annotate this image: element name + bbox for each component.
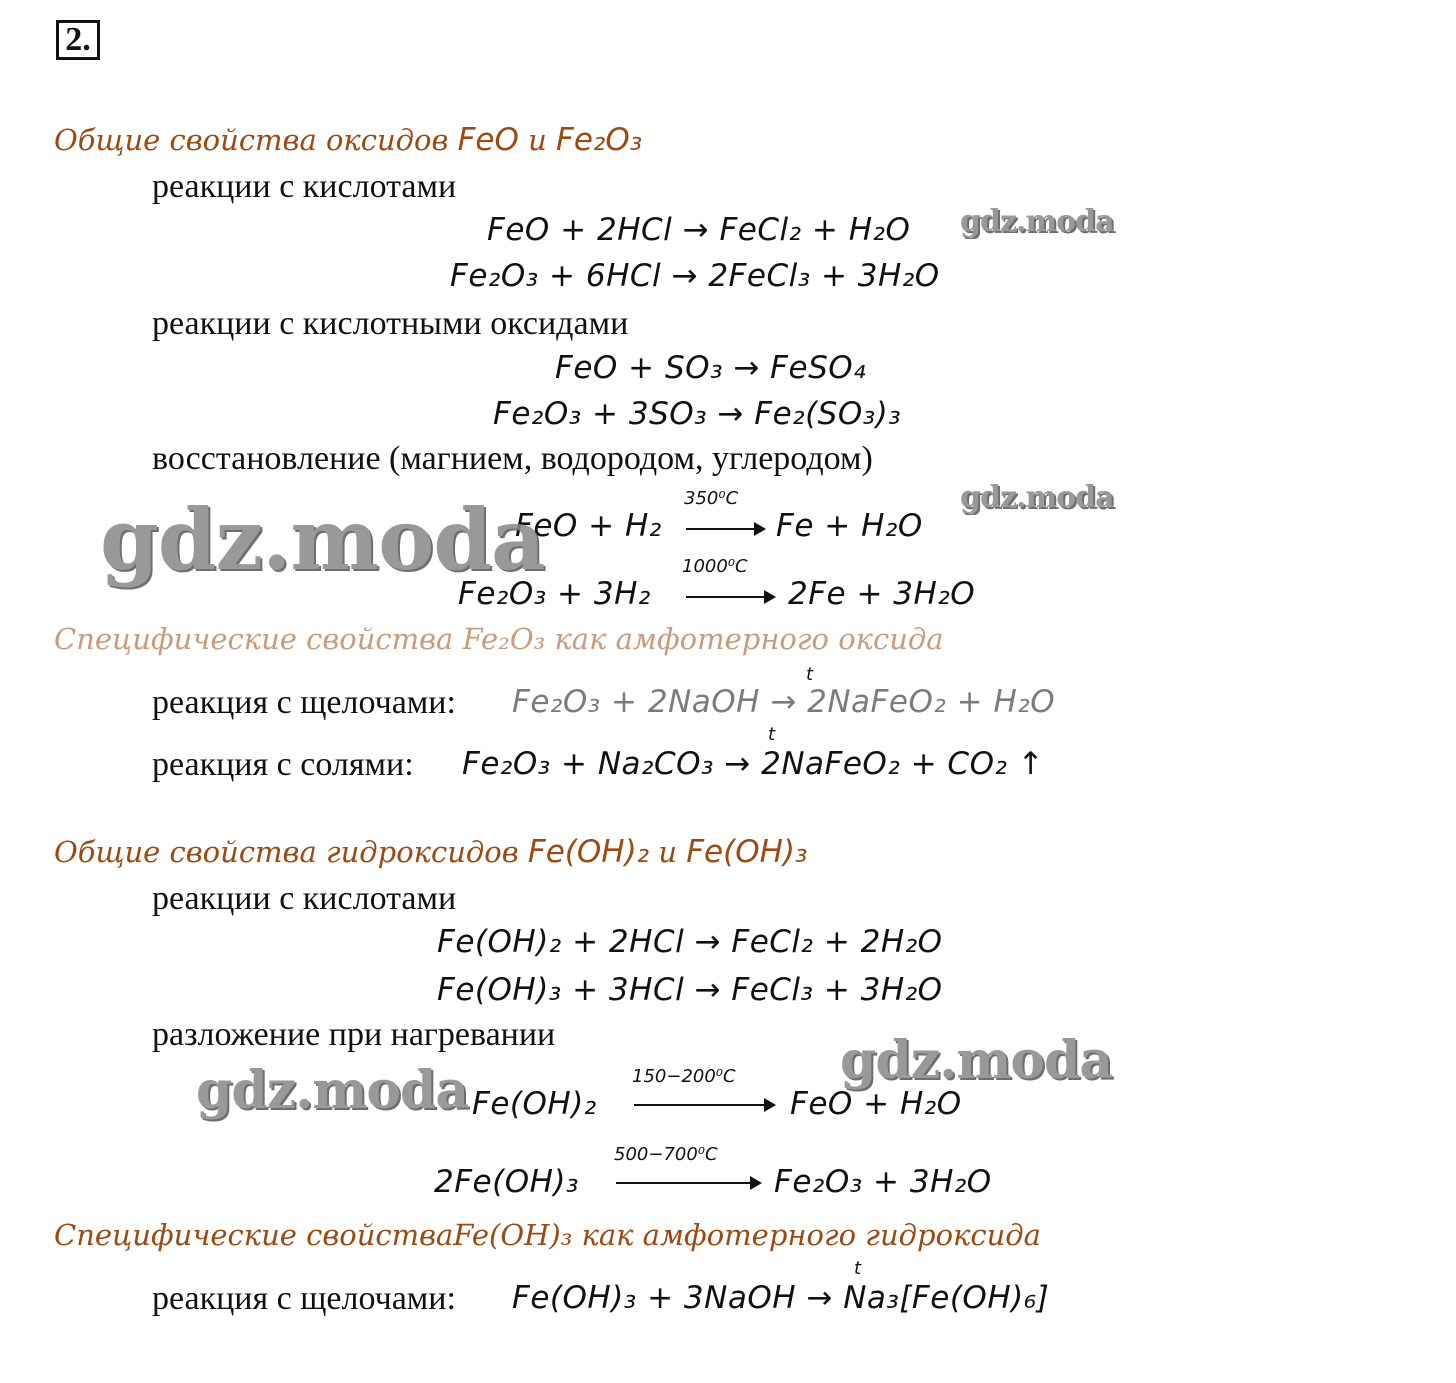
- formula-fe2o3: Fe₂O₃: [556, 122, 643, 158]
- heading-hydroxides-specific: Специфические свойстваFe(OH)₃ как амфотерного гидроксида: [54, 1218, 1041, 1252]
- condition-350c: 350⁰C: [684, 488, 739, 509]
- watermark: gdz.moda: [840, 1030, 1113, 1091]
- equation-feo-hcl: FeO + 2HCl → FeCl₂ + H₂O: [487, 212, 911, 248]
- formula-feoh2: Fe(OH)₂: [527, 834, 650, 870]
- task-number: 2.: [56, 20, 100, 60]
- condition-500-700c: 500−700⁰C: [614, 1144, 718, 1165]
- label-decomposition: разложение при нагревании: [152, 1016, 556, 1053]
- watermark: gdz.moda: [196, 1060, 469, 1121]
- equation-feoh3-hcl: Fe(OH)₃ + 3HCl → FeCl₃ + 3H₂O: [437, 972, 943, 1008]
- condition-t: t: [854, 1258, 862, 1279]
- conjunction: и: [658, 835, 677, 869]
- heading-hydroxides-general: [54, 834, 807, 870]
- condition-150-200c: 150−200⁰C: [632, 1066, 736, 1087]
- label-acid-oxides: реакции с кислотными оксидами: [152, 305, 629, 342]
- equation-feoh2-hcl: Fe(OH)₂ + 2HCl → FeCl₂ + 2H₂O: [437, 924, 943, 960]
- reaction-arrow: [616, 1182, 760, 1184]
- formula-feoh3: Fe(OH)₃: [686, 834, 808, 870]
- watermark: gdz.moda: [960, 480, 1114, 515]
- heading-oxides-specific: Специфические свойства Fe₂O₃ как амфотерного оксида: [54, 622, 944, 656]
- condition-t: t: [768, 724, 776, 745]
- equation-feoh2-decomp-right: FeO + H₂O: [790, 1086, 962, 1122]
- reaction-arrow: [634, 1104, 774, 1106]
- heading-text: Общие свойства гидроксидов: [54, 835, 519, 869]
- label-acids: реакции с кислотами: [152, 880, 457, 917]
- label-reduction: восстановление (магнием, водородом, углеродом): [152, 440, 873, 477]
- label-salts: реакция с солями:: [152, 746, 414, 783]
- equation-feo-so3: FeO + SO₃ → FeSO₄: [555, 350, 867, 386]
- label-alkali: реакция с щелочами:: [152, 684, 456, 721]
- equation-feoh3-decomp-left: 2Fe(OH)₃: [434, 1164, 579, 1200]
- equation-fe2o3-so3: Fe₂O₃ + 3SO₃ → Fe₂(SO₃)₃: [493, 396, 902, 432]
- heading-oxides-general: [54, 122, 642, 158]
- label-alkali: реакция с щелочами:: [152, 1280, 456, 1317]
- condition-t: t: [806, 664, 814, 685]
- equation-fe2o3-naoh: Fe₂O₃ + 2NaOH → 2NaFeO₂ + H₂O: [512, 684, 1056, 720]
- equation-fe2o3-hcl: Fe₂O₃ + 6HCl → 2FeCl₃ + 3H₂O: [450, 258, 940, 294]
- reaction-arrow: [686, 596, 774, 598]
- equation-fe2o3-h2-right: 2Fe + 3H₂O: [788, 576, 976, 612]
- equation-feo-h2-left: FeO + H₂: [515, 508, 662, 544]
- heading-text: Общие свойства оксидов: [54, 123, 449, 157]
- equation-feoh3-naoh: Fe(OH)₃ + 3NaOH → Na₃[Fe(OH)₆]: [512, 1280, 1050, 1316]
- watermark: gdz.moda: [100, 490, 545, 589]
- equation-feoh2-decomp-left: Fe(OH)₂: [472, 1086, 597, 1122]
- equation-feoh3-decomp-right: Fe₂O₃ + 3H₂O: [774, 1164, 992, 1200]
- formula-feo: FeO: [457, 122, 519, 158]
- condition-1000c: 1000⁰C: [682, 556, 748, 577]
- label-acids: реакции с кислотами: [152, 168, 457, 205]
- equation-feo-h2-right: Fe + H₂O: [776, 508, 923, 544]
- reaction-arrow: [686, 528, 764, 530]
- equation-fe2o3-na2co3: Fe₂O₃ + Na₂CO₃ → 2NaFeO₂ + CO₂ ↑: [462, 746, 1045, 782]
- conjunction: и: [528, 123, 547, 157]
- watermark: gdz.moda: [960, 204, 1114, 239]
- equation-fe2o3-h2-left: Fe₂O₃ + 3H₂: [458, 576, 651, 612]
